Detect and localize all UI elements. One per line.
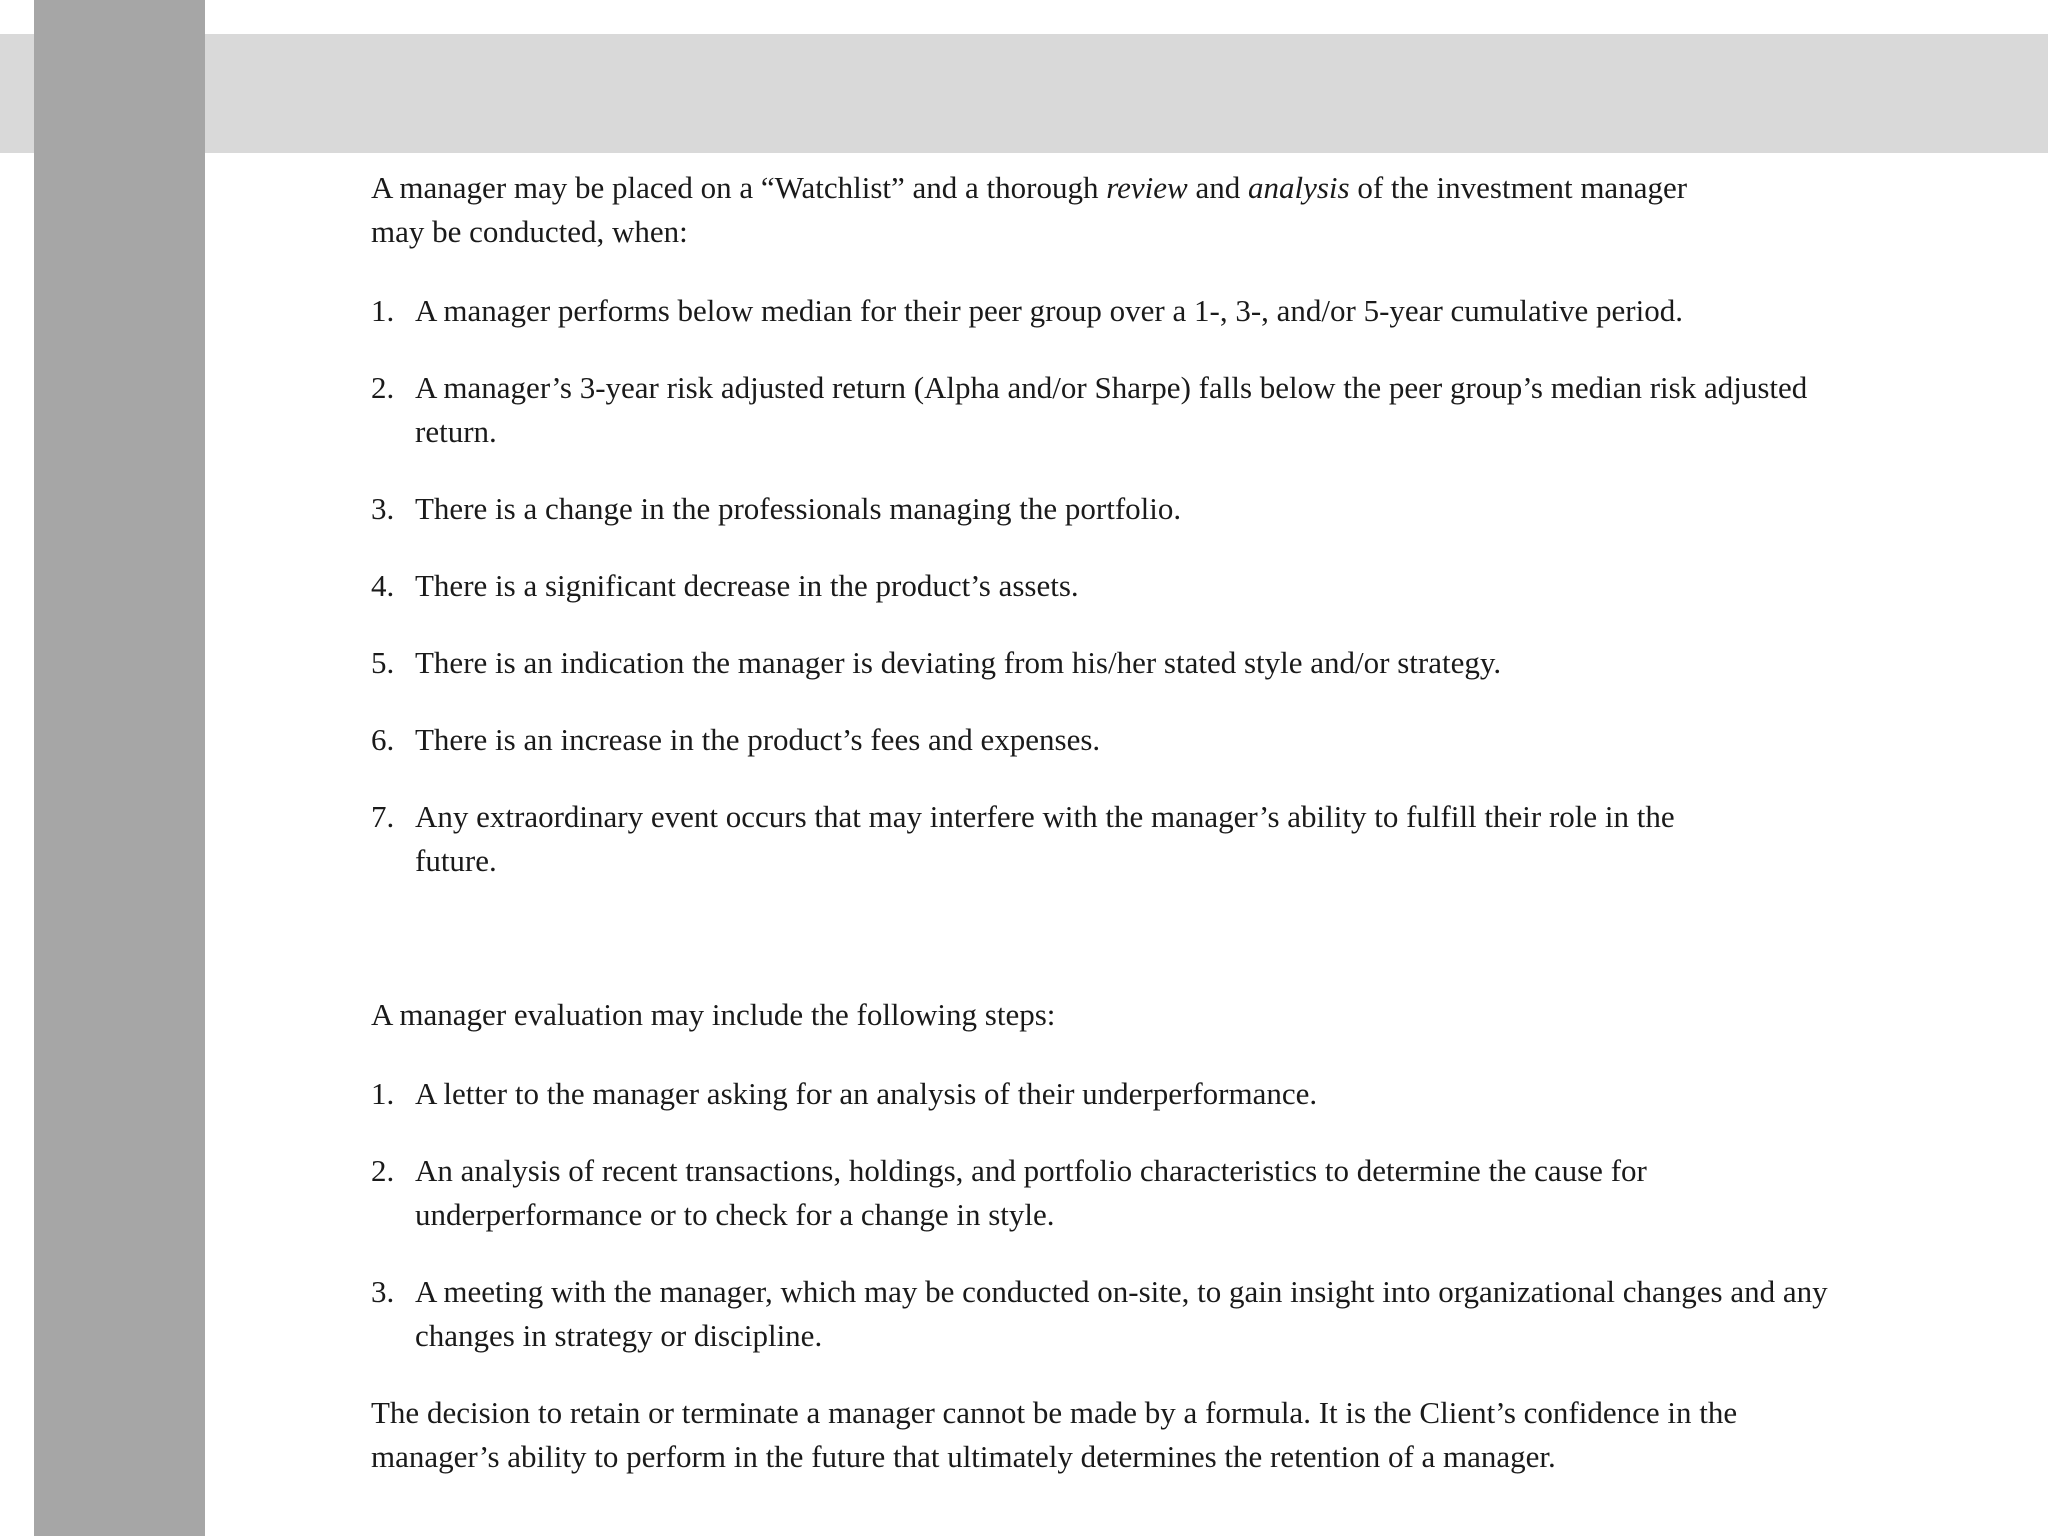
list-number: 7. [371, 799, 395, 834]
list-item [371, 487, 1851, 531]
list-item-text: An analysis of recent transactions, holdings, and portfolio characteristics to determine the cause for underperformance or to check for a change in style. [415, 1153, 1647, 1232]
header-band [0, 34, 2048, 153]
list-item [371, 641, 1851, 685]
watchlist-criteria-list [371, 289, 1851, 883]
list-number: 6. [371, 722, 395, 757]
list-item-text: There is a change in the professionals managing the portfolio. [415, 491, 1182, 526]
list-item-text: There is a significant decrease in the product’s assets. [415, 568, 1079, 603]
evaluation-intro-paragraph: A manager evaluation may include the following steps: [371, 997, 1056, 1032]
list-item-text: There is an increase in the product’s fees and expenses. [415, 722, 1101, 757]
list-item-text: A manager’s 3-year risk adjusted return (Alpha and/or Sharpe) falls below the peer group’s median risk adjusted return. [415, 370, 1808, 449]
list-number: 2. [371, 370, 395, 405]
list-item-text: There is an indication the manager is deviating from his/her stated style and/or strategy. [415, 645, 1502, 680]
left-sidebar-bar [34, 0, 205, 1536]
list-item-text: Any extraordinary event occurs that may interfere with the manager’s ability to fulfill their role in the future. [415, 799, 1675, 878]
list-number: 2. [371, 1153, 395, 1188]
list-number: 1. [371, 1076, 395, 1111]
list-item [371, 564, 1851, 608]
list-item [371, 795, 1715, 883]
list-number: 3. [371, 491, 395, 526]
list-item [371, 366, 1851, 454]
list-item [371, 1270, 1851, 1358]
list-number: 4. [371, 568, 395, 603]
list-item [371, 289, 1851, 333]
closing-paragraph: The decision to retain or terminate a manager cannot be made by a formula. It is the Client’s confidence in the manager’s ability to perform in the future that ultimately determines the retention of a manager. [371, 1395, 1738, 1474]
evaluation-steps-list [371, 1072, 1851, 1358]
analysis-emphasis: analysis [1247, 170, 1350, 205]
list-item [371, 1149, 1851, 1237]
list-item-text: A manager performs below median for their peer group over a 1-, 3-, and/or 5-year cumulative period. [415, 293, 1683, 328]
list-item [371, 1072, 1851, 1116]
list-number: 5. [371, 645, 395, 680]
document-body [371, 166, 1851, 1479]
list-number: 1. [371, 293, 395, 328]
list-item-text: A letter to the manager asking for an analysis of their underperformance. [415, 1076, 1318, 1111]
list-item [371, 718, 1851, 762]
list-item-text: A meeting with the manager, which may be conducted on-site, to gain insight into organizational changes and any changes in strategy or discipline. [415, 1274, 1828, 1353]
list-number: 3. [371, 1274, 395, 1309]
watchlist-intro-paragraph: A manager may be placed on a “Watchlist” and a thorough review and analysis of the investment manager may be conducted, when: [371, 170, 1688, 249]
review-emphasis: review [1106, 170, 1188, 205]
